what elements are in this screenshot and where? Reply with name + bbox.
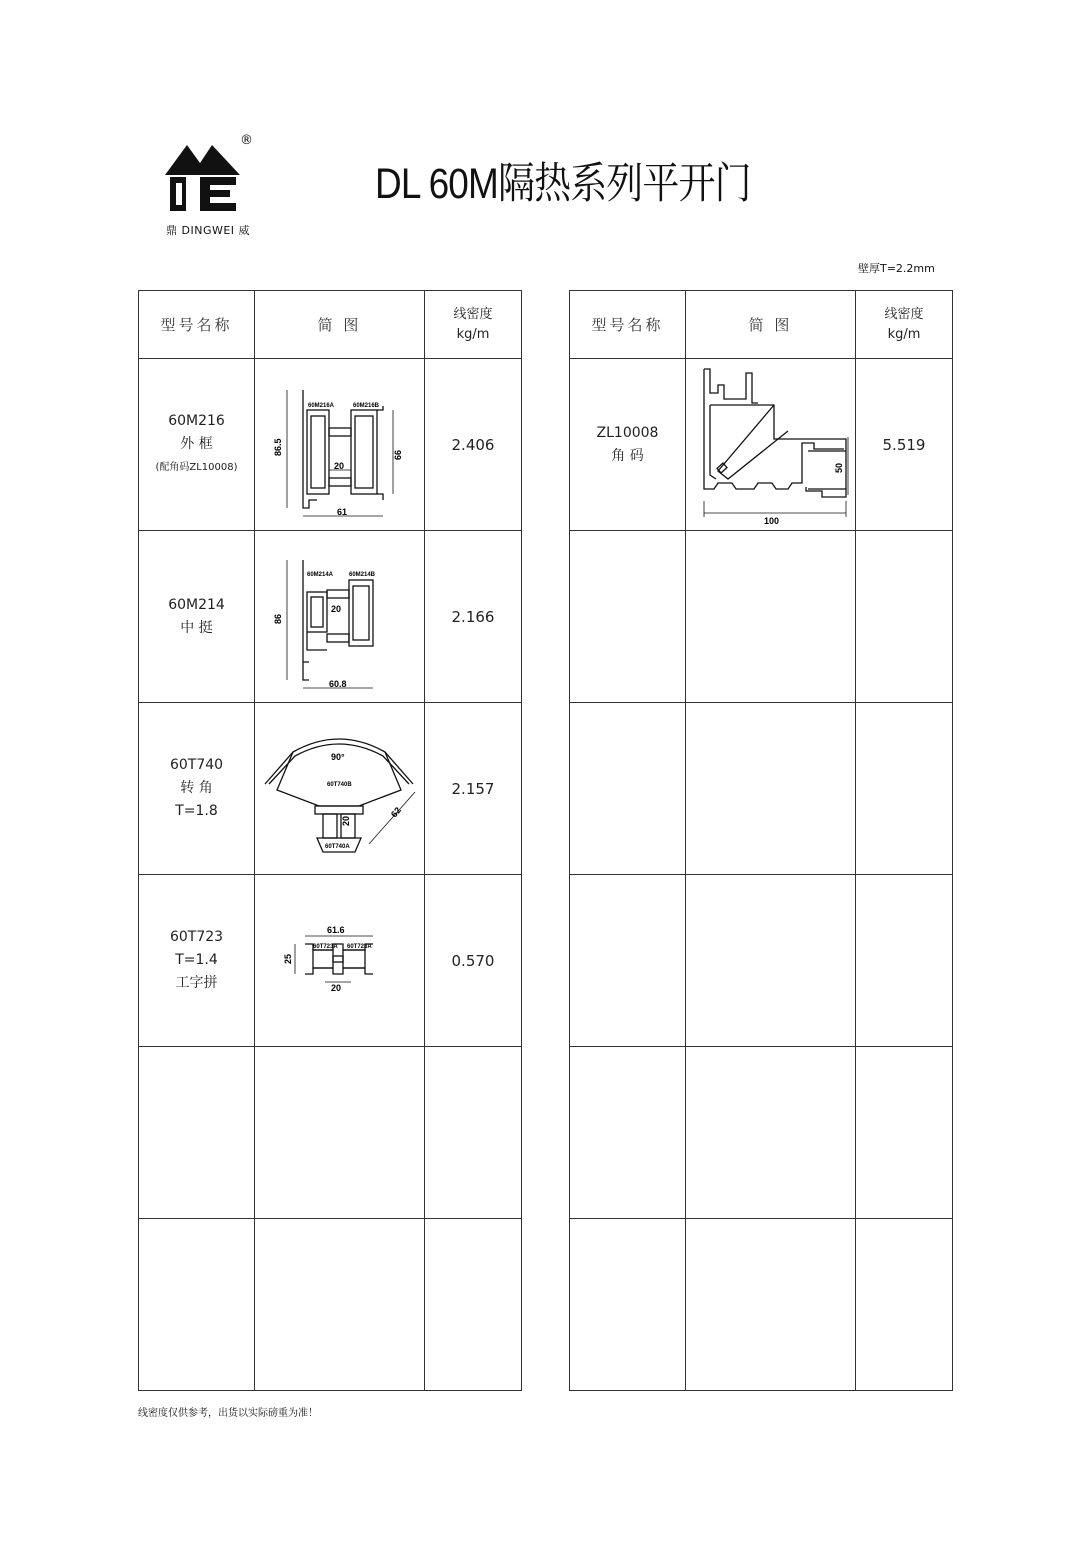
model-name: 60T740 转 角 T=1.8: [139, 703, 255, 875]
svg-text:62: 62: [388, 804, 403, 819]
svg-text:100: 100: [764, 515, 780, 526]
svg-text:60M214A: 60M214A: [306, 571, 333, 578]
svg-text:60M216B: 60M216B: [352, 402, 379, 409]
density-value: 5.519: [856, 359, 953, 531]
header-model: 型号名称: [570, 291, 686, 359]
table-row: [139, 359, 522, 531]
header-model: 型号名称: [139, 291, 255, 359]
profile-drawing: [255, 875, 425, 1047]
svg-text:61.6: 61.6: [326, 924, 345, 935]
svg-text:60T723A: 60T723A: [312, 943, 338, 950]
brand-name: 鼎 DINGWEI 威: [166, 224, 251, 237]
svg-text:25: 25: [282, 953, 293, 964]
table-header-row: [139, 291, 522, 359]
svg-text:60M216A: 60M216A: [307, 402, 334, 409]
profile-drawing: [255, 359, 425, 531]
density-value: 2.406: [425, 359, 522, 531]
profile-drawing: [686, 359, 856, 531]
svg-text:60T740A: 60T740A: [325, 843, 350, 850]
model-name: 60T723 T=1.4 工字拼: [139, 875, 255, 1047]
table-row: [139, 1219, 522, 1391]
svg-text:20: 20: [330, 982, 341, 993]
footnote: 线密度仅供参考，出货以实际磅重为准！: [138, 1408, 318, 1419]
header-drawing: 简 图: [686, 291, 856, 359]
table-row: [139, 531, 522, 703]
model-name: 60M216 外 框 (配角码ZL10008): [139, 359, 255, 531]
svg-text:61: 61: [336, 506, 347, 517]
table-row: [139, 1047, 522, 1219]
svg-text:50: 50: [834, 462, 844, 473]
profile-drawing: [255, 703, 425, 875]
table-row: [570, 1219, 953, 1391]
wall-thickness: 壁厚T=2.2mm: [858, 262, 935, 275]
profile-drawing: [255, 531, 425, 703]
page-title: DL 60M隔热系列平开门: [375, 160, 751, 208]
density-value: 2.157: [425, 703, 522, 875]
density-value: 2.166: [425, 531, 522, 703]
table-row: [570, 359, 953, 531]
svg-text:60M214B: 60M214B: [348, 571, 375, 578]
svg-text:90°: 90°: [331, 751, 345, 762]
header-density: 线密度 kg/m: [425, 291, 522, 359]
table-row: [570, 531, 953, 703]
svg-text:60T723A: 60T723A: [346, 943, 372, 950]
svg-text:86.5: 86.5: [272, 437, 283, 456]
density-value: 0.570: [425, 875, 522, 1047]
svg-text:20: 20: [341, 815, 351, 826]
table-row: [570, 1047, 953, 1219]
table-row: [570, 703, 953, 875]
table-row: [139, 875, 522, 1047]
svg-text:20: 20: [333, 460, 344, 471]
profile-table-left: [138, 290, 522, 1391]
table-header-row: [570, 291, 953, 359]
model-name: ZL10008 角 码: [570, 359, 686, 531]
header-drawing: 简 图: [255, 291, 425, 359]
model-name: 60M214 中 挺: [139, 531, 255, 703]
registered-mark: ®: [240, 133, 253, 148]
table-row: [139, 703, 522, 875]
svg-text:20: 20: [330, 603, 341, 614]
svg-text:86: 86: [272, 613, 283, 624]
svg-text:66: 66: [392, 449, 403, 460]
header-density: 线密度 kg/m: [856, 291, 953, 359]
svg-text:60T740B: 60T740B: [327, 781, 352, 788]
profile-table-right: [569, 290, 953, 1391]
table-row: [570, 875, 953, 1047]
svg-text:60.8: 60.8: [328, 678, 347, 689]
